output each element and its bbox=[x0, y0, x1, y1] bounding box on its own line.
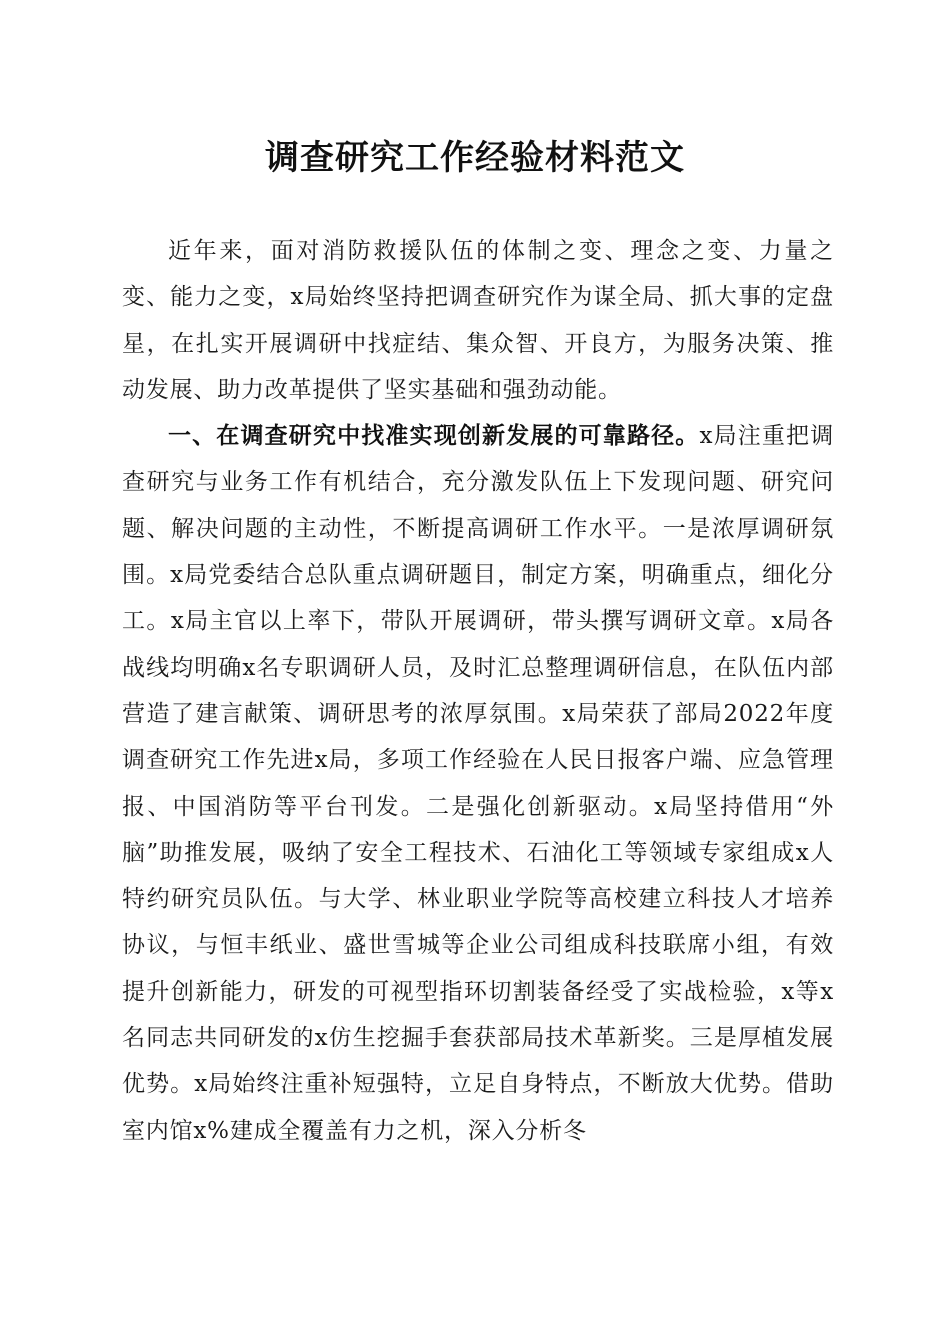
section-heading: 一、在调查研究中找准实现创新发展的可靠路径。 bbox=[168, 423, 700, 450]
paragraph-section-one bbox=[122, 413, 834, 1154]
paragraph-text: 近年来，面对消防救援队伍的体制之变、理念之变、力量之变、能力之变，x局始终坚持把调查研究作为谋全局、抓大事的定盘星，在扎实开展调研中找症结、集众智、开良方，为服务决策、推动发展、助力改革提供了坚实基础和强劲动能。 bbox=[122, 238, 834, 403]
document-title: 调查研究工作经验材料范文 bbox=[265, 138, 685, 178]
paragraph-text: x局注重把调查研究与业务工作有机结合，充分激发队伍上下发现问题、研究问题、解决问题的主动性，不断提高调研工作水平。一是浓厚调研氛围。x局党委结合总队重点调研题目，制定方案，明确重点，细化分工。x局主官以上率下，带队开展调研，带头撰写调研文章。x局各战线均明确x名专职调研人员，及时汇总整理调研信息，在队伍内部营造了建言献策、调研思考的浓厚氛围。x局荣获了部局2022年度调查研究工作先进x局，多项工作经验在人民日报客户端、应急管理报、中国消防等平台刊发。二是强化创新驱动。x局坚持借用“外脑”助推发展，吸纳了安全工程技术、石油化工等领域专家组成x人特约研究员队伍。与大学、林业职业学院等高校建立科技人才培养协议，与恒丰纸业、盛世雪城等企业公司组成科技联席小组，有效提升创新能力，研发的可视型指环切割装备经受了实战检验，x等x名同志共同研发的x仿生挖掘手套获部局技术革新奖。三是厚植发展优势。x局始终注重补短强特，立足自身特点，不断放大优势。借助室内馆x%建成全覆盖有力之机，深入分析冬 bbox=[122, 423, 834, 1144]
document-body bbox=[122, 228, 834, 1154]
paragraph-intro bbox=[122, 228, 834, 413]
